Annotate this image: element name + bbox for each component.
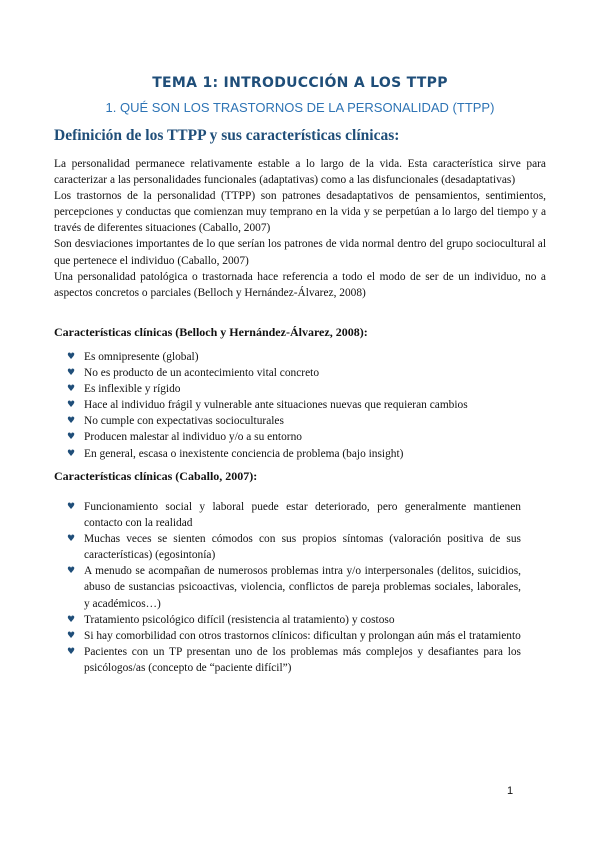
heart-icon: ♥ (66, 352, 76, 362)
list-item-text: Producen malestar al individuo y/o a su entorno (84, 431, 302, 444)
page-title: TEMA 1: INTRODUCCIÓN A LOS TTPP (152, 75, 448, 91)
clinical-heading-belloch: Características clínicas (Belloch y Hernández-Álvarez, 2008): (54, 325, 368, 339)
list-item (66, 381, 524, 397)
clinical-list-caballo (66, 499, 521, 676)
list-item-text: Funcionamiento social y laboral puede estar deteriorado, pero generalmente mantienen contacto con la realidad (84, 501, 521, 530)
list-item (66, 612, 521, 628)
heart-icon: ♥ (66, 614, 76, 625)
list-item (66, 365, 524, 381)
list-item (66, 563, 521, 611)
heart-icon: ♥ (66, 566, 76, 577)
list-item-text: No cumple con expectativas socioculturales (84, 415, 284, 428)
heart-icon: ♥ (66, 368, 76, 379)
heart-icon: ♥ (66, 502, 76, 512)
page-number: 1 (506, 785, 514, 797)
intro-paragraph: Los trastornos de la personalidad (TTPP) son patrones desadaptativos de pensamientos, sentimientos, percepciones y conductas que comienzan muy temprano en la vida y se perpetúan a lo largo del tiempo y a través de diferentes situaciones (Caballo, 2007) (54, 190, 546, 235)
heart-icon: ♥ (66, 384, 76, 395)
list-item (66, 499, 521, 531)
list-item-text: Pacientes con un TP presentan uno de los problemas más complejos y desafiantes para los psicólogos/as (concepto de “paciente difícil”) (84, 645, 521, 674)
page-subtitle: 1. QUÉ SON LOS TRASTORNOS DE LA PERSONALIDAD (TTPP) (105, 100, 495, 115)
clinical-list-belloch (66, 349, 524, 462)
list-item-text: Si hay comorbilidad con otros trastornos clínicos: dificultan y prolongan aún más el tratamiento (84, 629, 521, 642)
heart-icon: ♥ (66, 400, 76, 411)
heart-icon: ♥ (66, 646, 76, 657)
heart-icon: ♥ (66, 534, 76, 545)
list-item-text: No es producto de un acontecimiento vital concreto (84, 367, 320, 380)
list-item (66, 397, 524, 413)
list-item (66, 644, 521, 676)
intro-text (54, 156, 546, 301)
list-item-text: Es inflexible y rígido (84, 383, 181, 396)
list-item (66, 628, 521, 644)
clinical-heading-caballo: Características clínicas (Caballo, 2007): (54, 469, 258, 483)
list-item (66, 413, 524, 429)
list-item (66, 349, 524, 365)
list-item-text: En general, escasa o inexistente conciencia de problema (bajo insight) (84, 447, 404, 460)
intro-paragraph: Son desviaciones importantes de lo que serían los patrones de vida normal dentro del grupo sociocultural al que pertenece el individuo (Caballo, 2007) (54, 238, 546, 267)
intro-paragraph: Una personalidad patológica o trastornada hace referencia a todo el modo de ser de un individuo, no a aspectos concretos o parciales (Belloch y Hernández-Álvarez, 2008) (54, 270, 546, 299)
list-item (66, 531, 521, 563)
list-item-text: Muchas veces se sienten cómodos con sus propios síntomas (valoración positiva de sus características) (egosintonía) (84, 533, 521, 562)
list-item-text: Hace al individuo frágil y vulnerable ante situaciones nuevas que requieran cambios (84, 399, 468, 412)
section-heading: Definición de los TTPP y sus características clínicas: (54, 127, 400, 144)
heart-icon: ♥ (66, 416, 76, 427)
list-item-text: Es omnipresente (global) (84, 351, 199, 363)
heart-icon: ♥ (66, 448, 76, 459)
heart-icon: ♥ (66, 630, 76, 641)
list-item (66, 446, 524, 462)
list-item (66, 429, 524, 445)
list-item-text: Tratamiento psicológico difícil (resistencia al tratamiento) y costoso (84, 613, 395, 626)
intro-paragraph: La personalidad permanece relativamente estable a lo largo de la vida. Esta característica sirve para caracterizar a las personalidades funcionales (adaptativas) como a las disfuncionales (desadaptativas) (54, 158, 546, 187)
heart-icon: ♥ (66, 432, 76, 443)
list-item-text: A menudo se acompañan de numerosos problemas intra y/o interpersonales (delitos, suicidios, abuso de sustancias psicoactivas, violencia, conflictos de pareja problemas sociales, laborales, y académicos…) (84, 565, 521, 610)
